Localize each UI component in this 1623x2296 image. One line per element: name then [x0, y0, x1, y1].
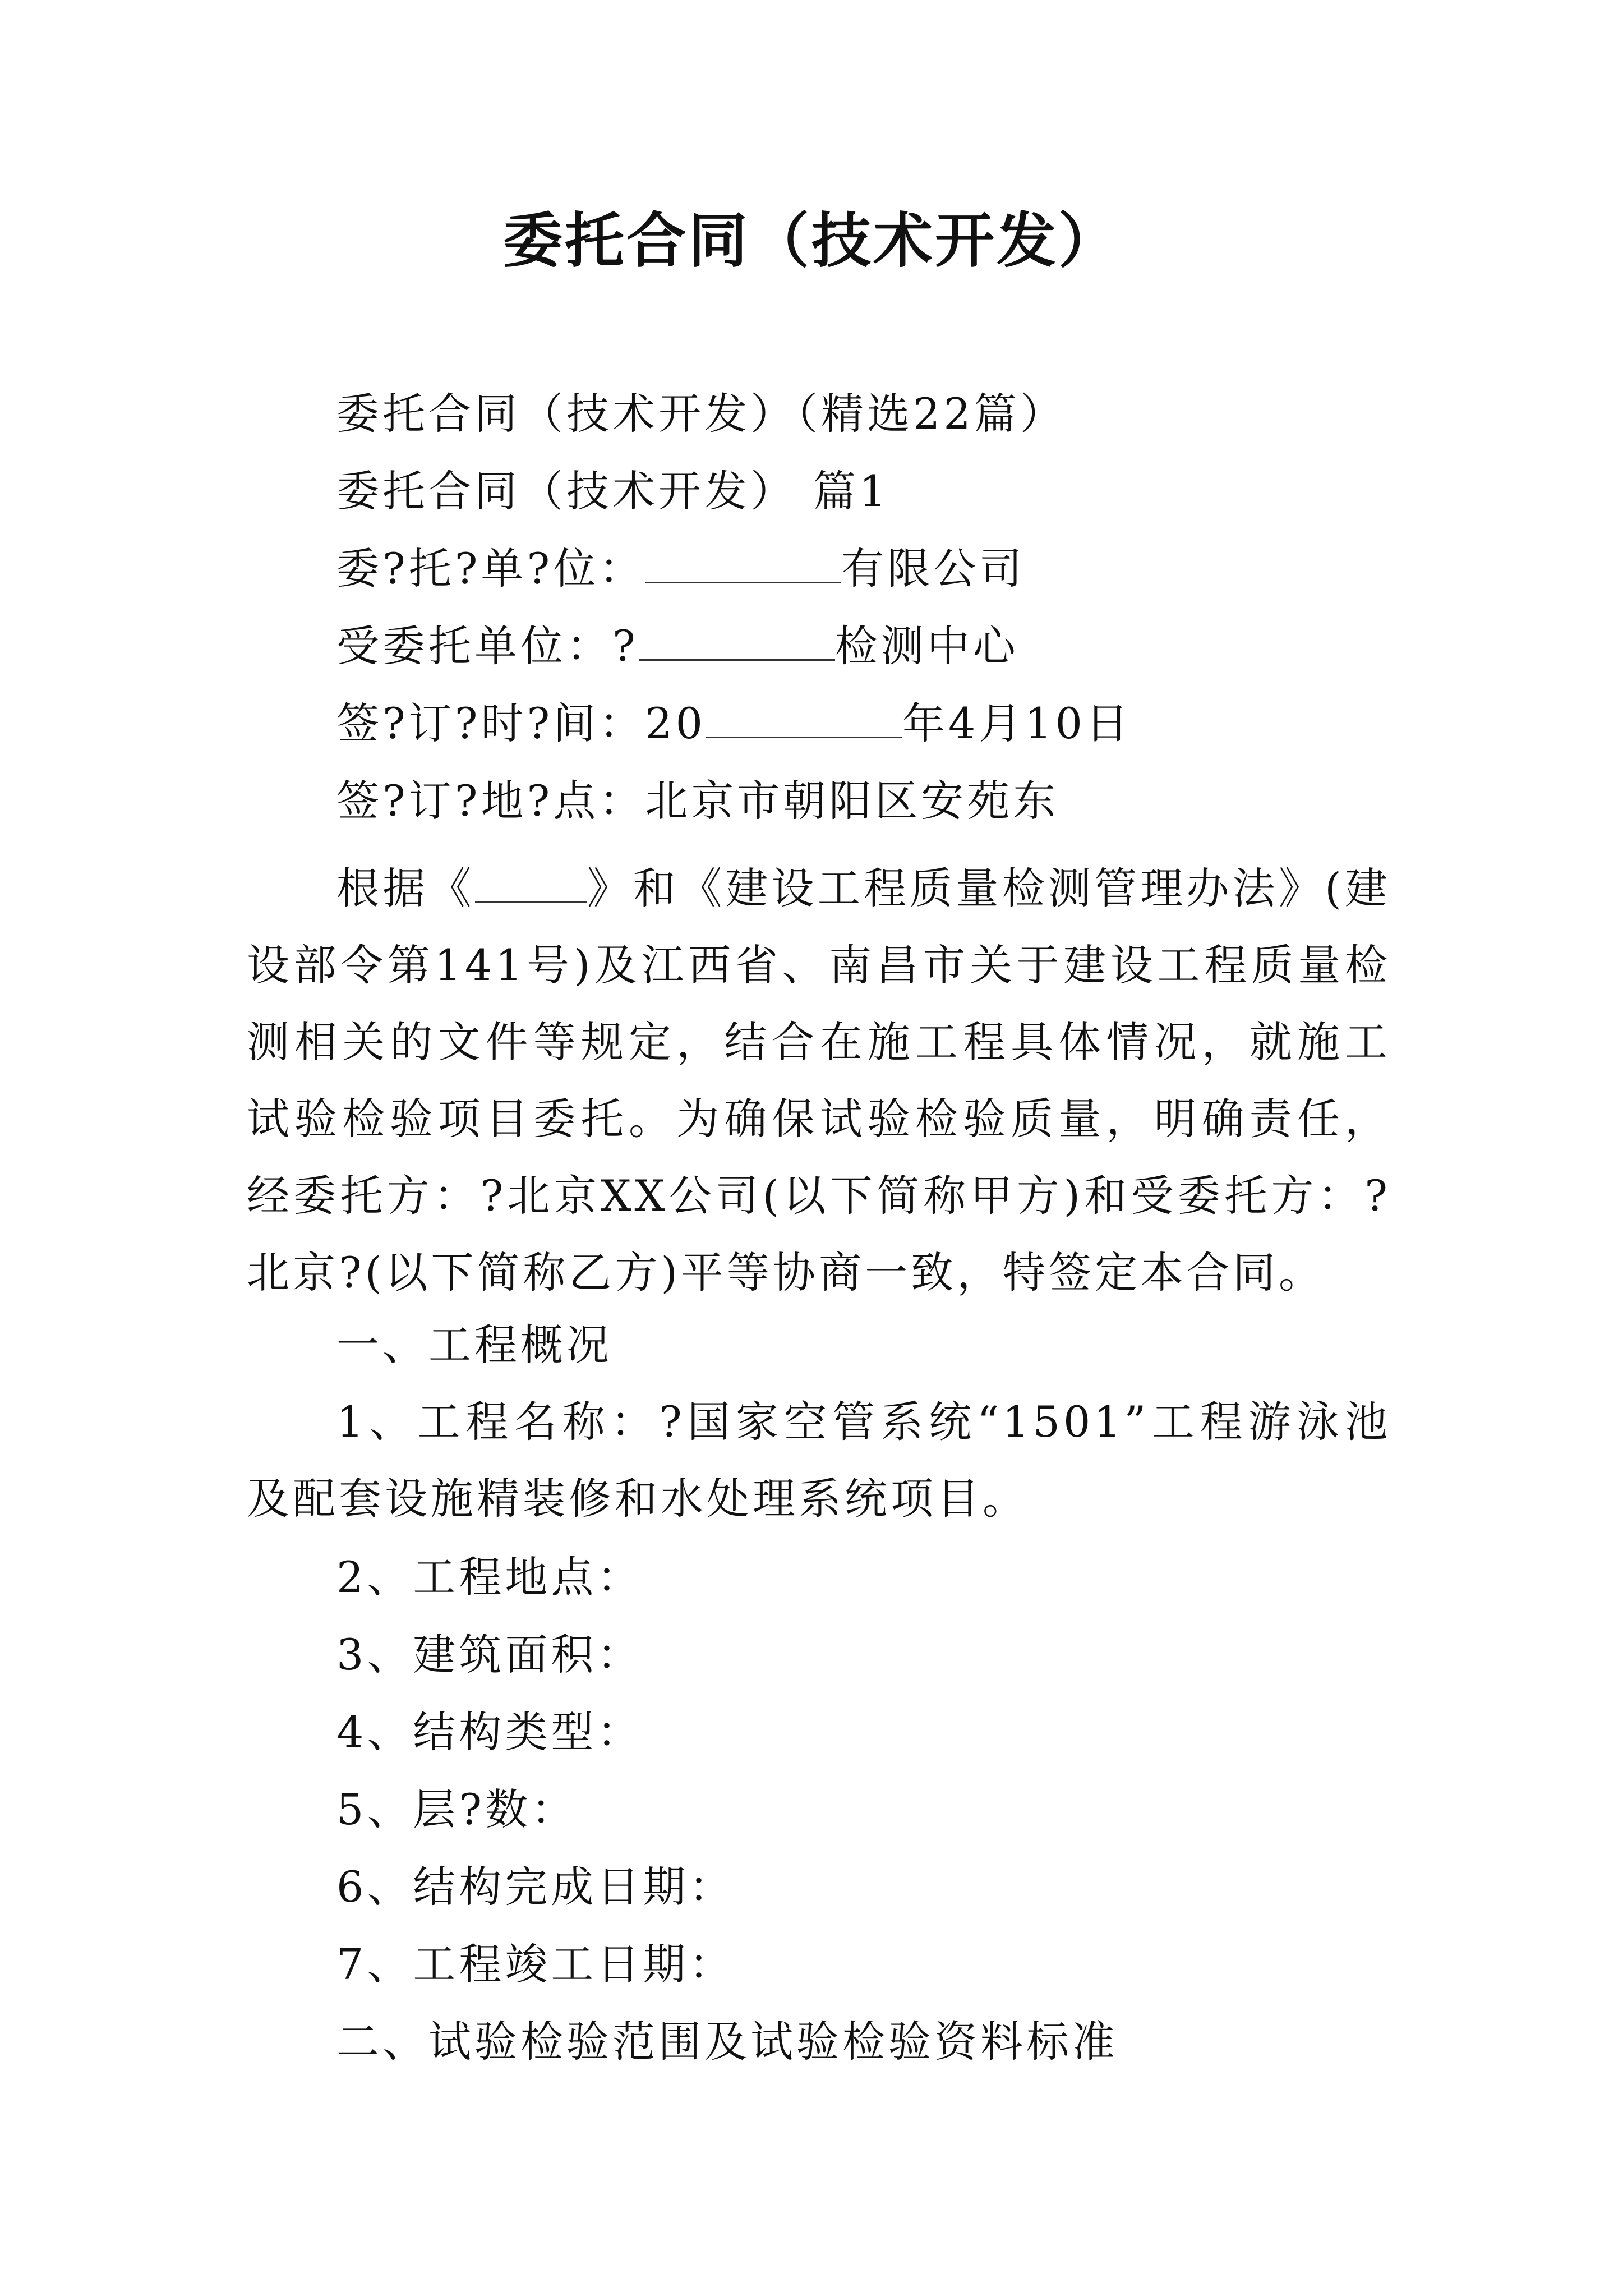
chapter-heading: 委托合同（技术开发） 篇1 — [336, 466, 890, 516]
para1-text-b: 》和《建设工程质量检测管理办法》(建设部令第141号)及江西省、南昌市关于建设工程质量检测相关的文件等规定，结合在施工程具体情况，就施工试验检验项目委托。为确保试验检验质量，明确责任，经委托方：?北京XX公司(以下简称甲方)和受委托方：?北京?(以下简称乙方)平等协商一致，特签定本合同。 — [247, 863, 1391, 1297]
item-5: 5、层?数： — [336, 1784, 578, 1834]
client-label: 委?托?单?位： — [336, 544, 645, 593]
sign-time-blank — [706, 696, 902, 738]
item-1-paragraph — [247, 1383, 1391, 1537]
item-3: 3、建筑面积： — [336, 1630, 643, 1680]
section-heading-2: 二、试验检验范围及试验检验资料标准 — [336, 2017, 1118, 2067]
client-blank — [645, 541, 841, 583]
section-heading-1: 一、工程概况 — [336, 1320, 612, 1370]
contractor-line — [336, 618, 1019, 674]
contractor-label: 受委托单位：? — [336, 621, 639, 671]
document-title: 委托合同（技术开发） — [503, 206, 1120, 275]
sign-place-line: 签?订?地?点：北京市朝阳区安苑东 — [336, 776, 1059, 826]
law-blank — [475, 861, 587, 903]
item-2: 2、工程地点： — [336, 1552, 643, 1602]
subtitle-line: 委托合同（技术开发）（精选22篇） — [336, 389, 1066, 439]
para1-text-a: 根据《 — [336, 863, 475, 913]
item-1-text: 1、工程名称：?国家空管系统“1501”工程游泳池及配套设施精装修和水处理系统项目。 — [247, 1397, 1391, 1524]
body-paragraph — [247, 850, 1391, 1311]
item-4: 4、结构类型： — [336, 1707, 643, 1757]
sign-time-line — [336, 696, 1132, 752]
client-suffix: 有限公司 — [841, 544, 1026, 593]
sign-time-label: 签?订?时?间：20 — [336, 698, 706, 748]
item-6: 6、结构完成日期： — [336, 1862, 735, 1912]
client-line — [336, 541, 1025, 597]
contractor-blank — [639, 619, 835, 661]
contractor-suffix: 检测中心 — [834, 621, 1019, 671]
item-7: 7、工程竣工日期： — [336, 1939, 735, 1989]
sign-time-suffix: 年4月10日 — [902, 698, 1132, 748]
